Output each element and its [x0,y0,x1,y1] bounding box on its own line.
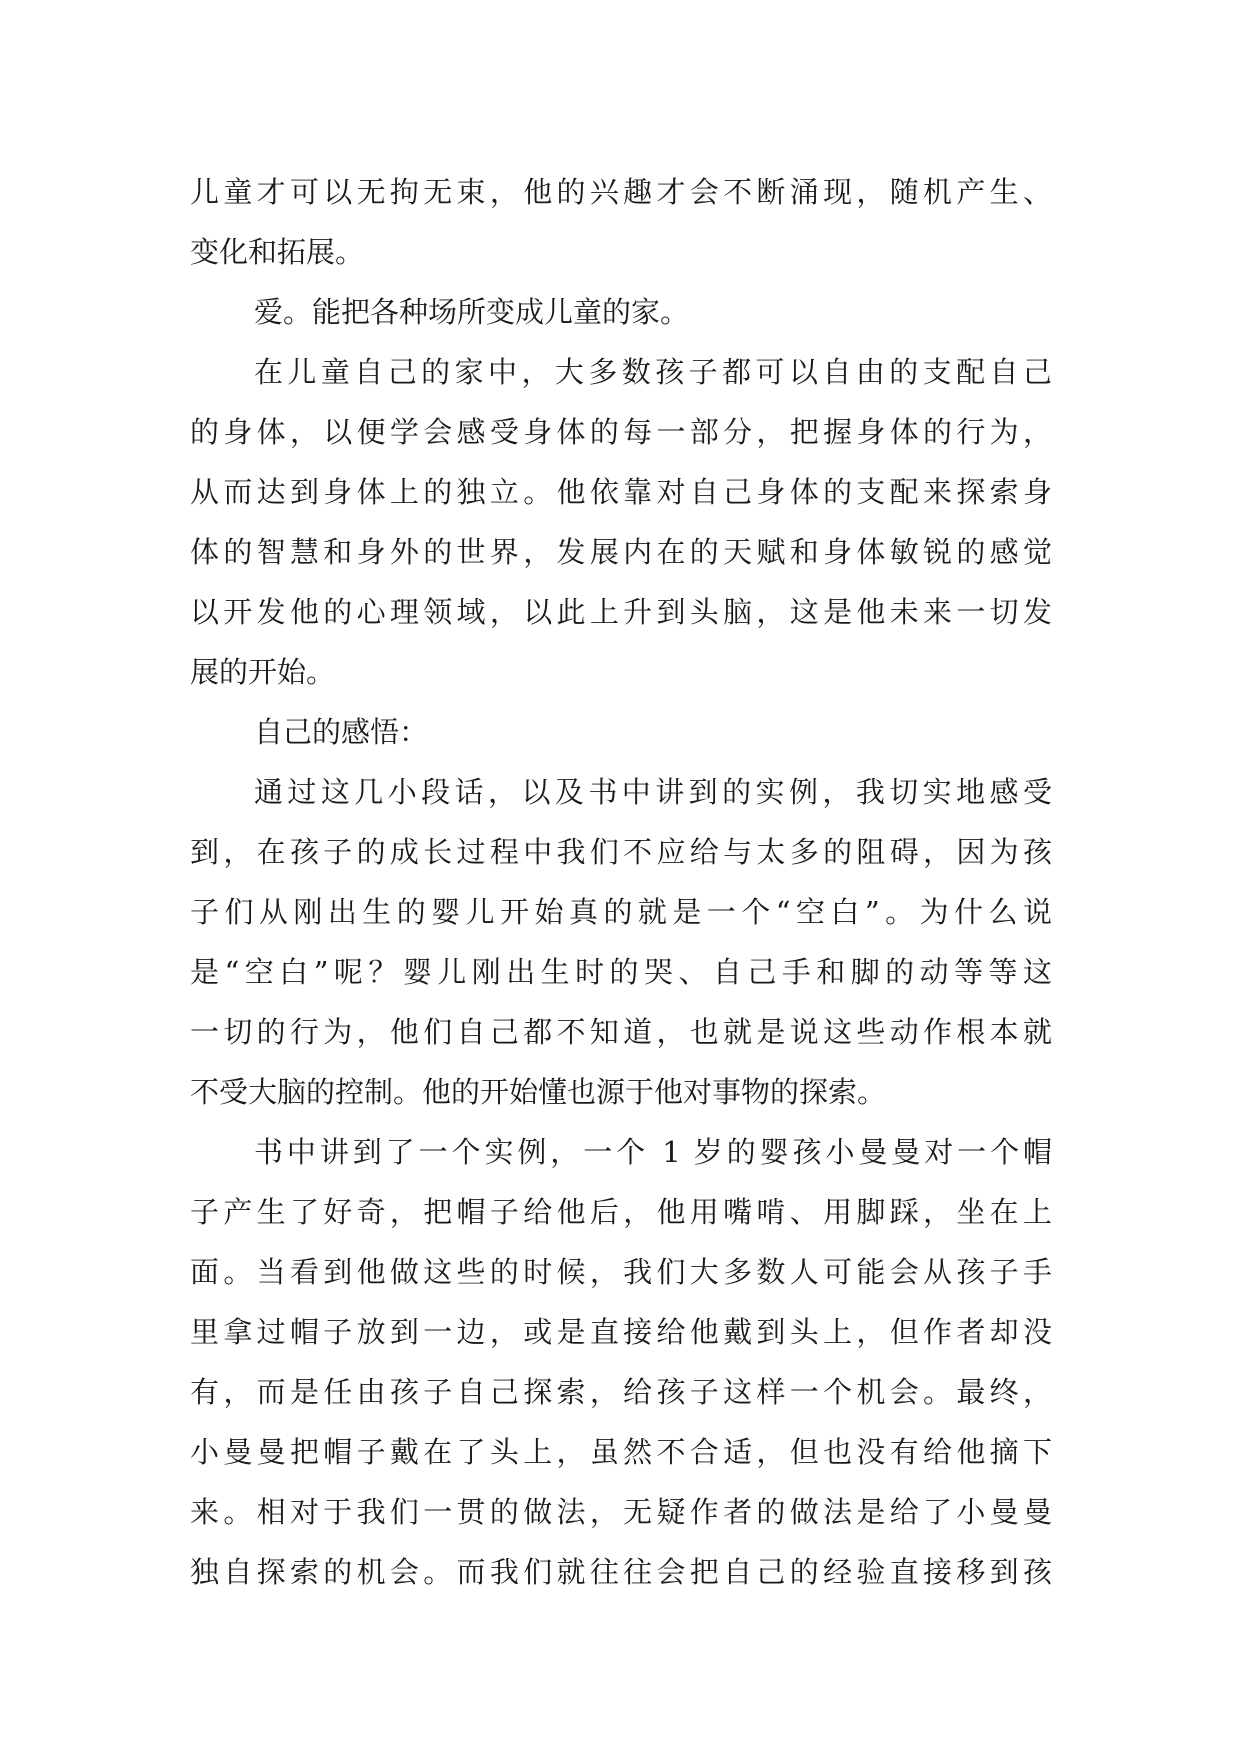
text-line: 儿童才可以无拘无束，他的兴趣才会不断涌现，随机产生、 [190,175,1052,209]
text-line: 子们从刚出生的婴儿开始真的就是一个“空白”。为什么说 [190,895,1052,929]
text-line: 一切的行为，他们自己都不知道，也就是说这些动作根本就 [190,1015,1052,1049]
text-line: 的身体，以便学会感受身体的每一部分，把握身体的行为， [190,415,1052,449]
text-line: 自己的感悟： [254,715,429,749]
text-line: 小曼曼把帽子戴在了头上，虽然不合适，但也没有给他摘下 [190,1435,1052,1469]
text-line: 里拿过帽子放到一边，或是直接给他戴到头上，但作者却没 [190,1315,1052,1349]
text-line: 有，而是任由孩子自己探索，给孩子这样一个机会。最终， [190,1375,1052,1409]
text-line: 在儿童自己的家中，大多数孩子都可以自由的支配自己 [254,355,1052,389]
text-line: 是“空白”呢？婴儿刚出生时的哭、自己手和脚的动等等这 [190,955,1052,989]
text-line: 通过这几小段话，以及书中讲到的实例，我切实地感受 [254,775,1052,809]
text-line: 书中讲到了一个实例，一个 1 岁的婴孩小曼曼对一个帽 [254,1135,1052,1169]
text-line: 从而达到身体上的独立。他依靠对自己身体的支配来探索身 [190,475,1052,509]
text-line: 展的开始。 [190,655,336,689]
text-line: 以开发他的心理领域，以此上升到头脑，这是他未来一切发 [190,595,1052,629]
text-line: 变化和拓展。 [190,235,365,269]
text-line: 到，在孩子的成长过程中我们不应给与太多的阻碍，因为孩 [190,835,1052,869]
text-line: 独自探索的机会。而我们就往往会把自己的经验直接移到孩 [190,1555,1052,1589]
text-line: 子产生了好奇，把帽子给他后，他用嘴啃、用脚踩，坐在上 [190,1195,1052,1229]
text-line: 体的智慧和身外的世界，发展内在的天赋和身体敏锐的感觉 [190,535,1052,569]
text-line: 不受大脑的控制。他的开始懂也源于他对事物的探索。 [190,1075,887,1109]
text-line: 爱。能把各种场所变成儿童的家。 [254,295,690,329]
document-body [190,162,1052,1602]
text-line: 面。当看到他做这些的时候，我们大多数人可能会从孩子手 [190,1255,1052,1289]
text-line: 来。相对于我们一贯的做法，无疑作者的做法是给了小曼曼 [190,1495,1052,1529]
